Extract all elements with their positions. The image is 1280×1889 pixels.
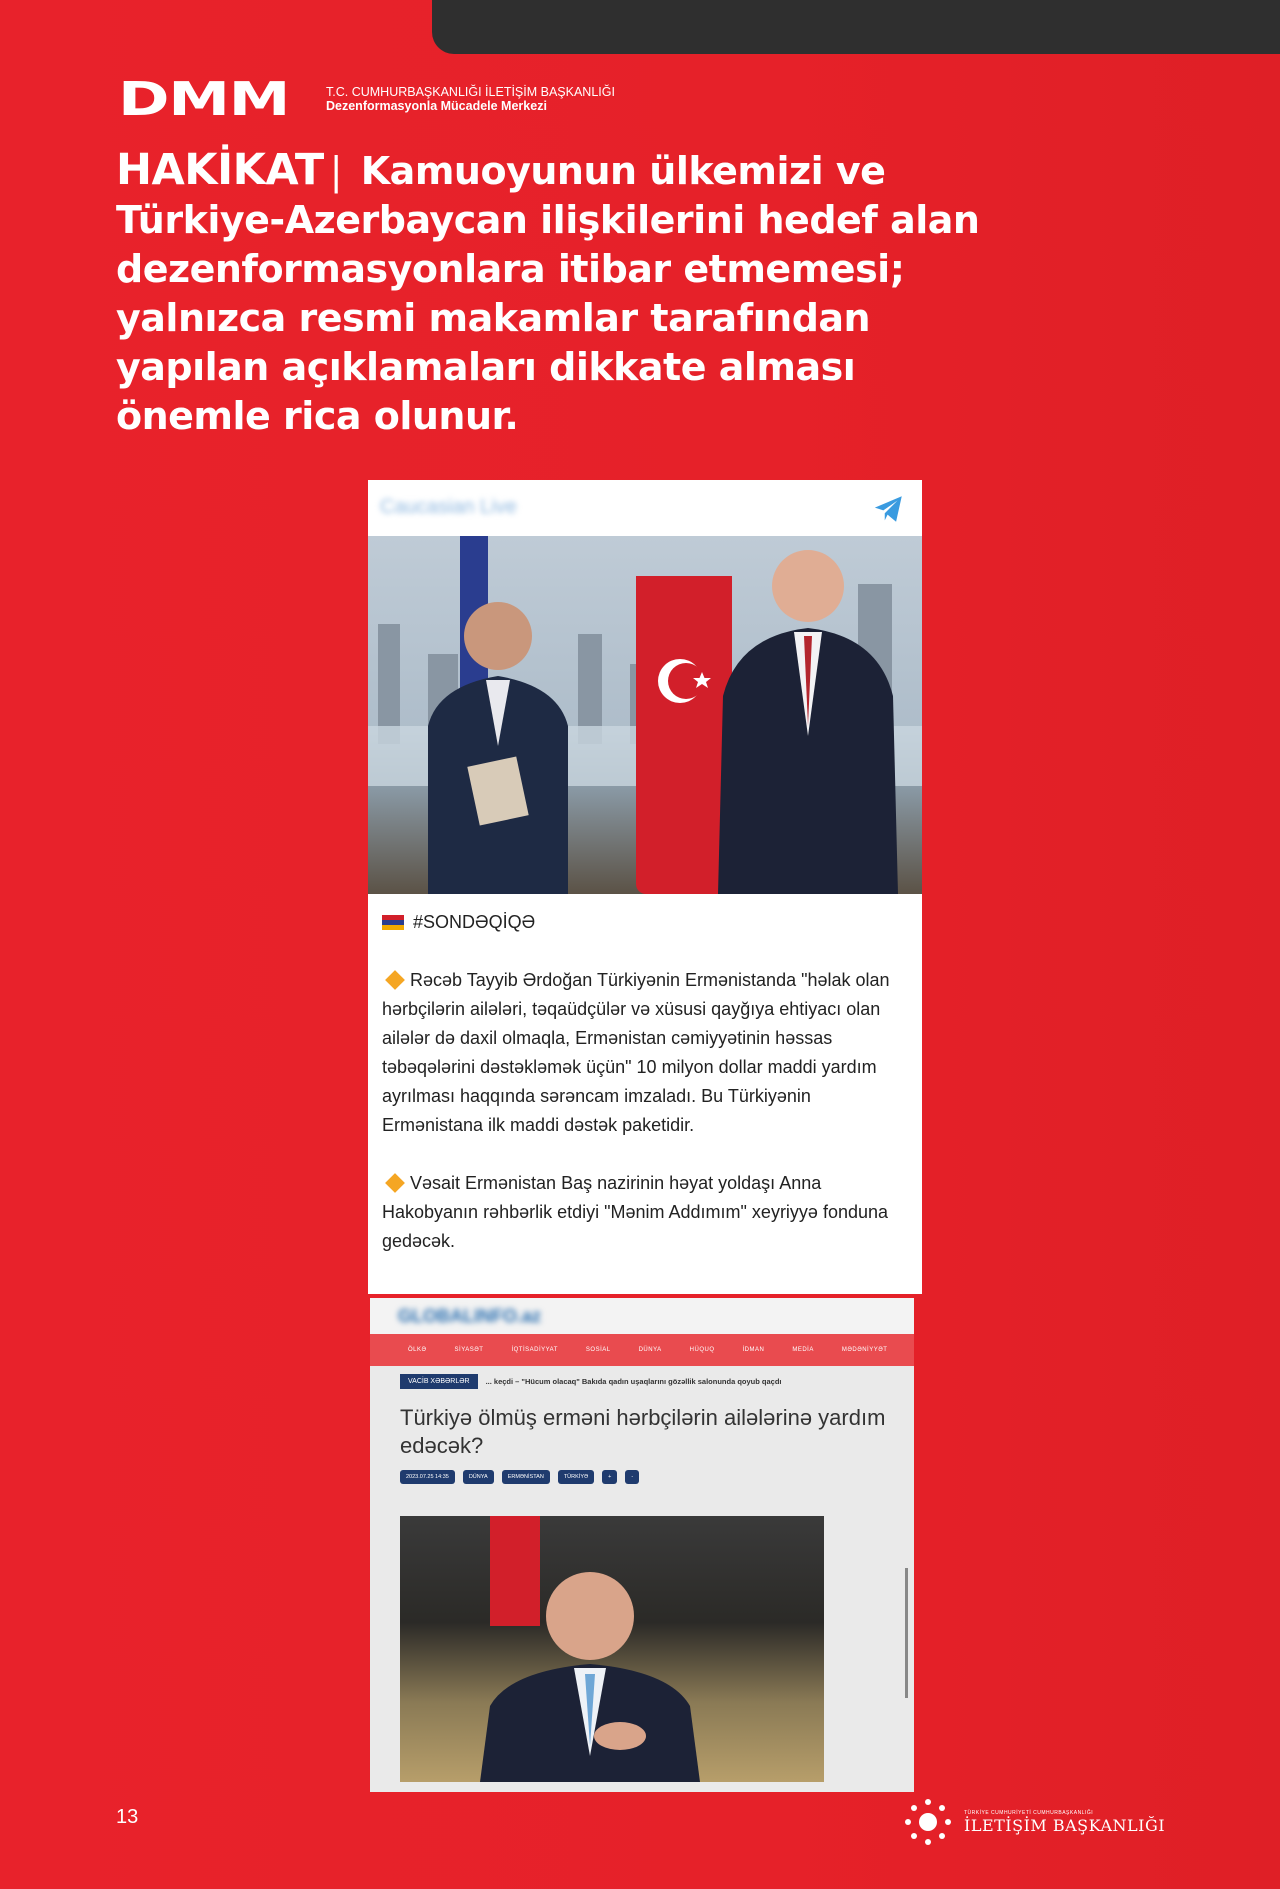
news-tag[interactable]: TÜRKİYƏ bbox=[558, 1470, 594, 1484]
org-line2: Dezenformasyonla Mücadele Merkezi bbox=[326, 99, 547, 113]
iletisim-logo bbox=[900, 1794, 1165, 1850]
person-right bbox=[698, 536, 908, 894]
logo-mark: DMM bbox=[118, 72, 290, 126]
nav-item[interactable]: SOSİAL bbox=[585, 1347, 611, 1353]
news-photo-person bbox=[470, 1536, 720, 1782]
nav-item[interactable]: DÜNYA bbox=[638, 1347, 662, 1353]
dmm-logo bbox=[118, 72, 615, 126]
headline-text: Kamuoyunun ülkemizi ve Türkiye-Azerbaycan ilişkilerini hedef alan dezenformasyonlara itibar etmemesi; yalnızca resmi makamlar tarafından yapılan açıklamaları dikkate alması önemle rica olunur. bbox=[116, 149, 980, 438]
page-headline bbox=[116, 146, 1016, 441]
news-article-screenshot bbox=[370, 1298, 914, 1792]
news-nav bbox=[370, 1334, 914, 1366]
telegram-post bbox=[368, 480, 922, 1294]
telegram-icon bbox=[872, 492, 906, 526]
news-photo bbox=[400, 1516, 824, 1782]
news-date-tag: 2023.07.25 14:35 bbox=[400, 1470, 455, 1484]
emblem-icon bbox=[900, 1794, 956, 1850]
top-bar bbox=[432, 0, 1280, 54]
news-header bbox=[370, 1298, 914, 1334]
channel-name: Caucasian Live bbox=[380, 496, 517, 518]
page-number: 13 bbox=[116, 1806, 139, 1828]
post-body bbox=[368, 894, 922, 1256]
person-left bbox=[398, 576, 598, 894]
ticker-label: VACİB XƏBƏRLƏR bbox=[400, 1374, 478, 1389]
turkey-armenia-flags-icon bbox=[382, 915, 404, 930]
news-tags bbox=[400, 1470, 914, 1484]
nav-item[interactable]: İQTİSADİYYAT bbox=[511, 1347, 558, 1353]
news-scrollbar[interactable] bbox=[905, 1568, 908, 1698]
news-site-logo: GLOBALINFO.az bbox=[398, 1306, 541, 1326]
post-paragraph-1: Rəcəb Tayyib Ərdoğan Türkiyənin Ermənistanda "həlak olan hərbçilərin ailələri, təqaüdçülər və xüsusi qayğıya ehtiyacı olan ailələr də daxil olmaqla, Ermənistan cəmiyyətinin həssas təbəqələrini dəstəkləmək üçün" 10 milyon dollar maddi yardım ayrılması haqqında sərəncam imzaladı. Bu Türkiyənin Ermənistana ilk maddi dəstək paketidir. bbox=[382, 970, 890, 1135]
news-tag[interactable]: ERMƏNİSTAN bbox=[502, 1470, 550, 1484]
news-tag[interactable]: DÜNYA bbox=[463, 1470, 494, 1484]
post-hashtag: #SONDƏQİQƏ bbox=[413, 912, 536, 932]
nav-item[interactable]: ÖLKƏ bbox=[408, 1347, 427, 1353]
news-title: Türkiyə ölmüş erməni hərbçilərin ailələrinə yardım edəcək? bbox=[400, 1405, 886, 1458]
nav-item[interactable]: İDMAN bbox=[742, 1347, 765, 1353]
headline-separator: | bbox=[329, 149, 342, 193]
org-line1: T.C. CUMHURBAŞKANLIĞI İLETİŞİM BAŞKANLIĞI bbox=[326, 85, 615, 99]
nav-item[interactable]: SİYASƏT bbox=[454, 1347, 484, 1353]
diamond-bullet-icon bbox=[385, 1173, 405, 1193]
footer-org-big: İLETİŞİM BAŞKANLIĞI bbox=[964, 1815, 1166, 1835]
footer-org-small: TÜRKİYE CUMHURİYETİ CUMHURBAŞKANLIĞI bbox=[964, 1809, 1094, 1816]
ticker-text[interactable]: ... keçdi – "Hücum olacaq" Bakıda qadın uşaqlarını gözəllik salonunda qoyub qaçdı bbox=[485, 1376, 782, 1386]
diamond-bullet-icon bbox=[385, 970, 405, 990]
font-increase-button[interactable]: + bbox=[602, 1470, 617, 1484]
post-paragraph-2: Vəsait Ermənistan Baş nazirinin həyat yoldaşı Anna Hakobyanın rəhbərlik etdiyi "Mənim Addımım" xeyriyyə fonduna gedəcək. bbox=[382, 1173, 889, 1251]
footer-org-text bbox=[964, 1810, 1165, 1835]
post-photo bbox=[368, 536, 922, 894]
nav-item[interactable]: MEDİA bbox=[792, 1347, 814, 1353]
nav-item[interactable]: MƏDƏNİYYƏT bbox=[841, 1347, 888, 1353]
news-ticker bbox=[370, 1370, 914, 1392]
post-header bbox=[368, 480, 922, 536]
headline-lead: HAKİKAT bbox=[116, 145, 324, 195]
nav-item[interactable]: HÜQUQ bbox=[689, 1347, 715, 1353]
font-decrease-button[interactable]: - bbox=[625, 1470, 639, 1484]
